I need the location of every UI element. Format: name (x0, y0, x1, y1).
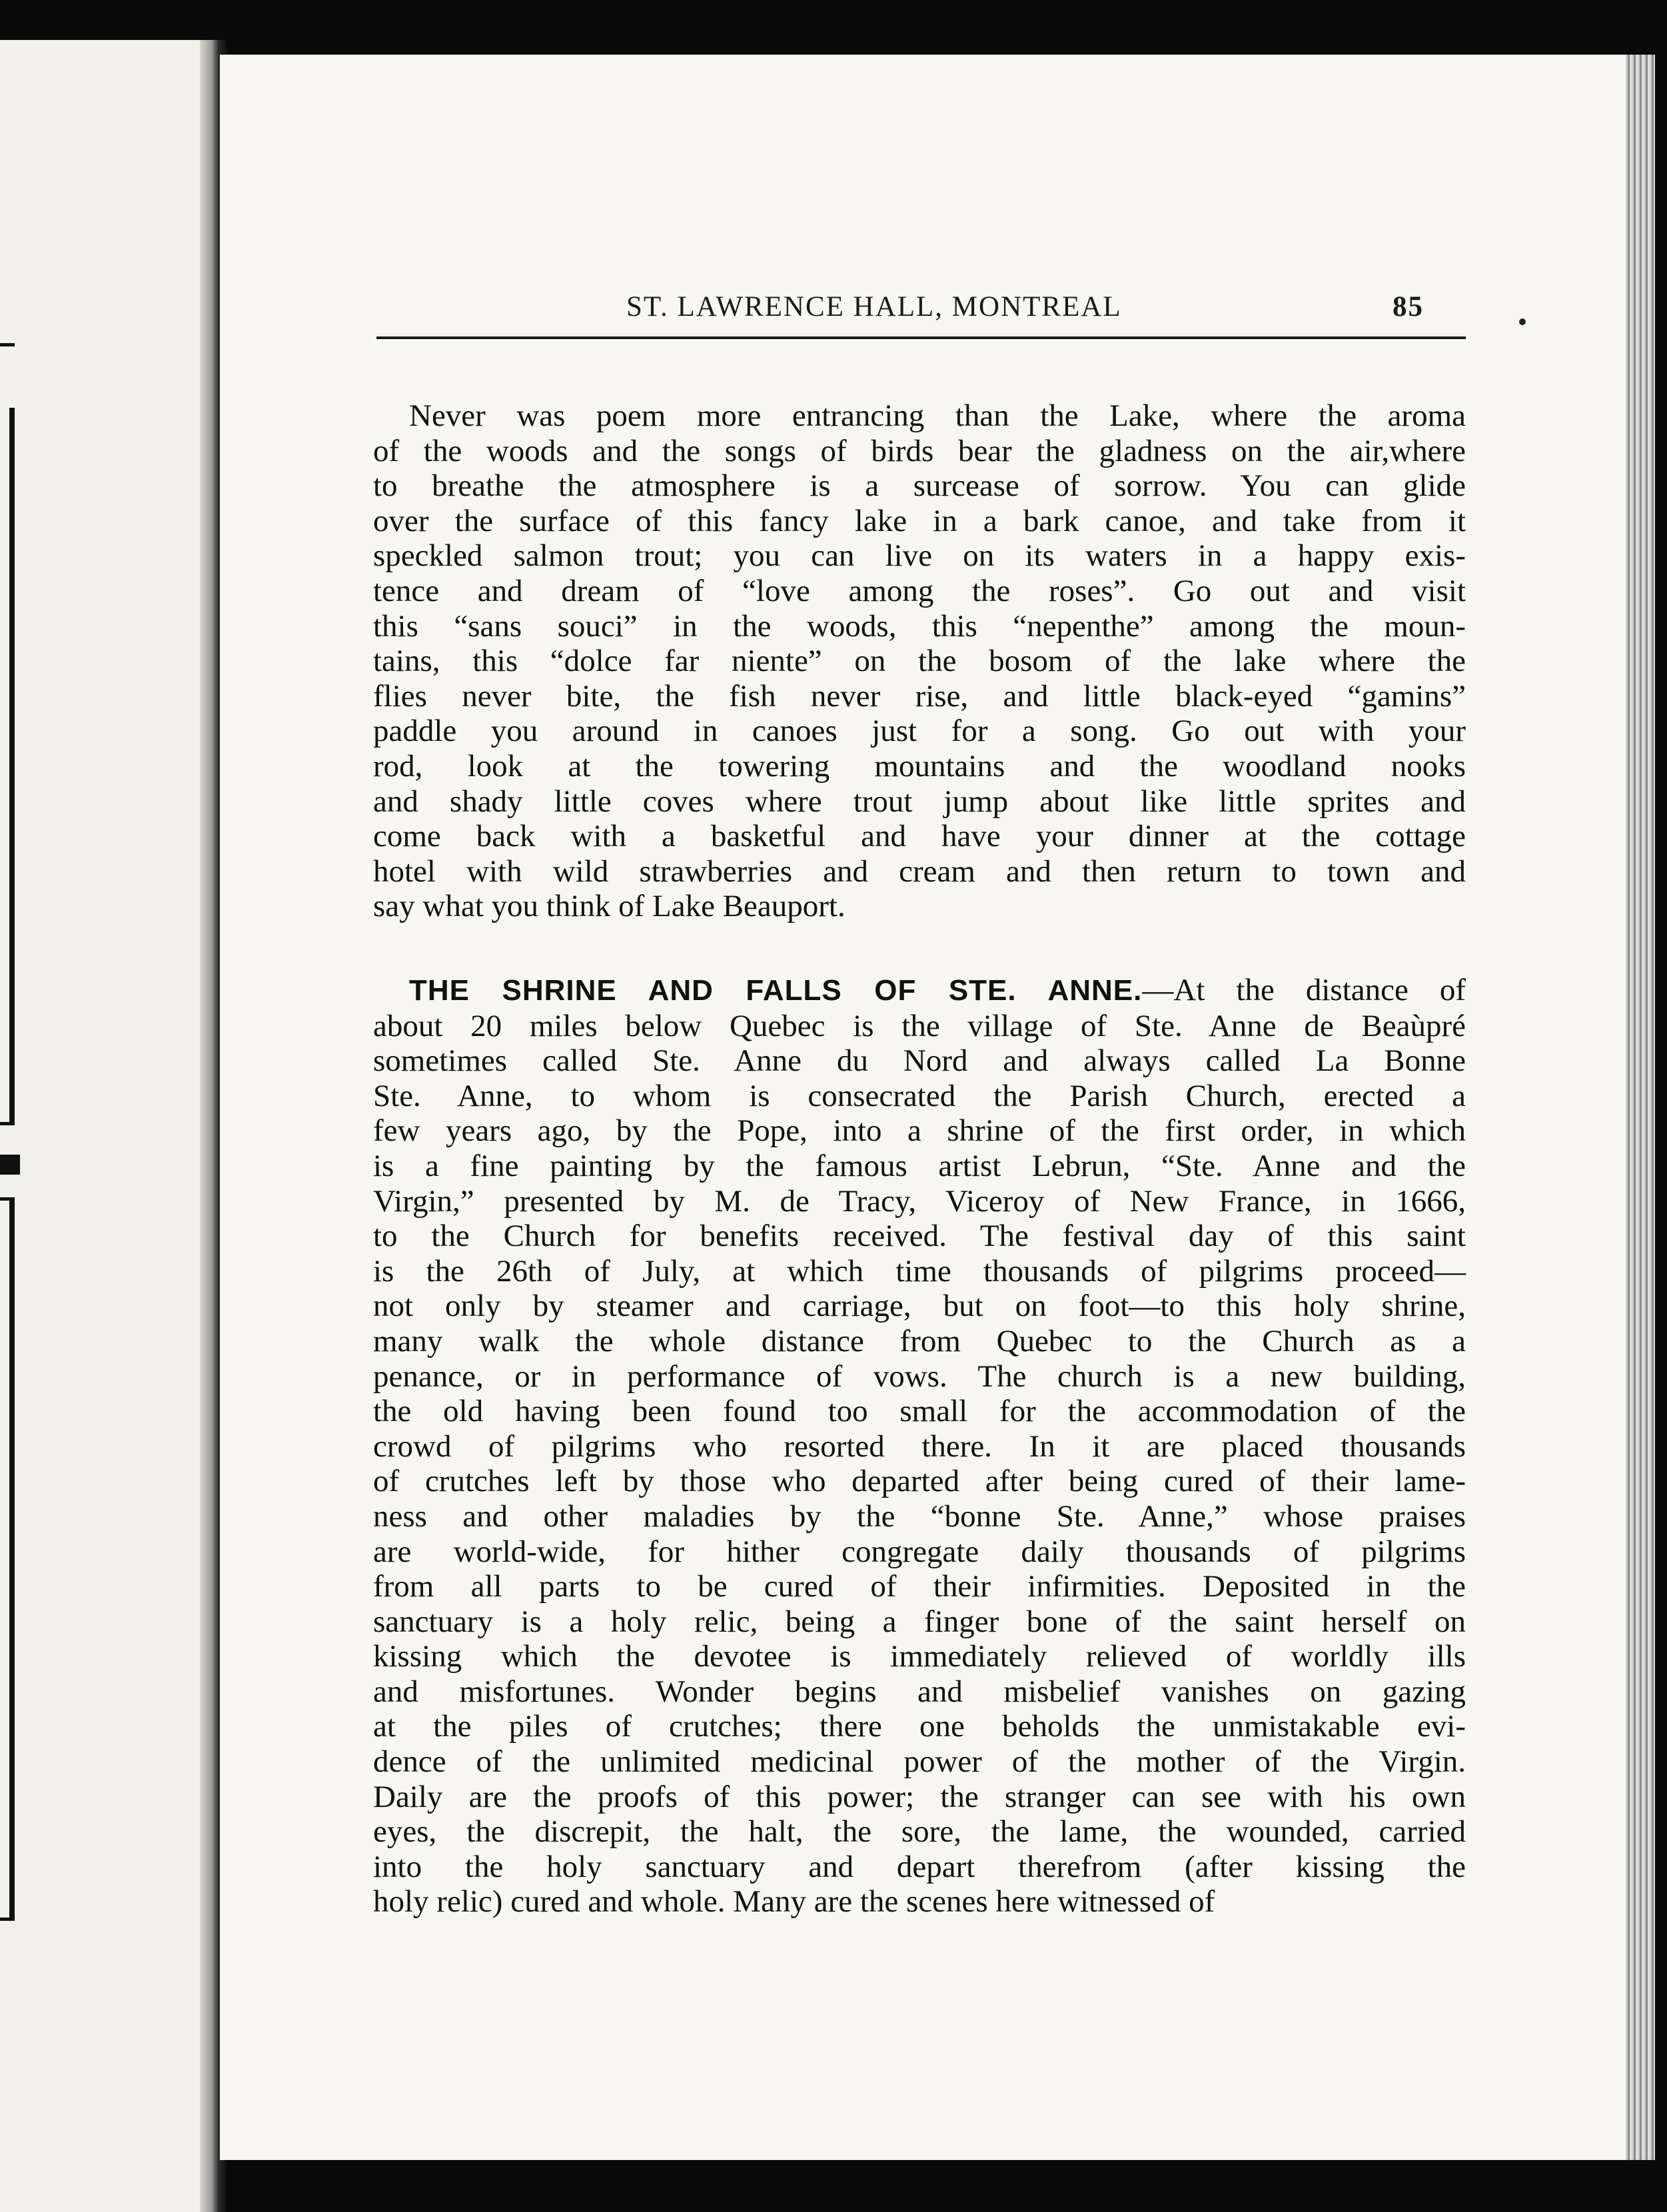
text-line: Never was poem more entrancing than the Lake, where the aroma (409, 398, 1466, 433)
header-rule (376, 336, 1466, 339)
text-line: penance, or in performance of vows. The church is a new building, (373, 1359, 1466, 1394)
text-line (373, 973, 1466, 1009)
text-line: rod, look at the towering mountains and the woodland nooks (373, 748, 1466, 784)
text-line: and misfortunes. Wonder begins and misbelief vanishes on gazing (373, 1674, 1466, 1709)
text-line: to the Church for benefits received. The festival day of this saint (373, 1219, 1466, 1254)
text-line: flies never bite, the fish never rise, and little black-eyed “gamins” (373, 678, 1466, 714)
left-page-marker (0, 1155, 20, 1175)
page-edge-stack (1626, 55, 1655, 2160)
paragraph-shrine-ste-anne (373, 973, 1466, 1920)
text-line: tence and dream of “love among the roses”. Go out and visit (373, 573, 1466, 608)
left-page-frame-2-bottom (0, 1918, 15, 1921)
text-line: is a fine painting by the famous artist Lebrun, “Ste. Anne and the (373, 1148, 1466, 1183)
text-line: many walk the whole distance from Quebec to the Church as a (373, 1323, 1466, 1359)
text-line: speckled salmon trout; you can live on its waters in a happy exis- (373, 538, 1466, 574)
text-line: tains, this “dolce far niente” on the bosom of the lake where the (373, 644, 1466, 679)
text-line: are world-wide, for hither congregate daily thousands of pilgrims (373, 1534, 1466, 1569)
text-line: from all parts to be cured of their infirmities. Deposited in the (373, 1569, 1466, 1604)
text-line: to breathe the atmosphere is a surcease of sorrow. You can glide (373, 468, 1466, 504)
text-line: holy relic) cured and whole. Many are the scenes here witnessed of (373, 1884, 1215, 1920)
paragraph-lake-beauport (373, 398, 1466, 924)
left-page-frame-1-bottom (0, 1122, 15, 1125)
text-line: come back with a basketful and have your dinner at the cottage (373, 819, 1466, 854)
text-line: crowd of pilgrims who resorted there. In it are placed thousands (373, 1428, 1466, 1464)
text-line: sanctuary is a holy relic, being a finger bone of the saint herself on (373, 1604, 1466, 1639)
text-line: kissing which the devotee is immediately relieved of worldly ills (373, 1639, 1466, 1674)
text-line: and shady little coves where trout jump about like little sprites and (373, 784, 1466, 819)
text-line: is the 26th of July, at which time thousands of pilgrims proceed— (373, 1253, 1466, 1289)
text-line: this “sans souci” in the woods, this “nepenthe” among the moun- (373, 608, 1466, 644)
text-line: eyes, the discrepit, the halt, the sore, the lame, the wounded, carried (373, 1814, 1466, 1850)
running-header (376, 285, 1442, 332)
text-line: Ste. Anne, to whom is consecrated the Parish Church, erected a (373, 1078, 1466, 1113)
text-line: say what you think of Lake Beauport. (373, 889, 845, 924)
running-title: ST. LAWRENCE HALL, MONTREAL (626, 291, 1122, 322)
text-line: over the surface of this fancy lake in a bark canoe, and take from it (373, 503, 1466, 538)
text-line: into the holy sanctuary and depart therefrom (after kissing the (373, 1849, 1466, 1884)
left-page-frame-1 (9, 408, 15, 1124)
left-page-fragment (0, 40, 212, 2212)
text-line: not only by steamer and carriage, but on foot—to this holy shrine, (373, 1289, 1466, 1324)
left-page-rule-1 (0, 343, 15, 346)
text-line: of the woods and the songs of birds bear the gladness on the air,where (373, 433, 1466, 468)
text-line: sometimes called Ste. Anne du Nord and always called La Bonne (373, 1043, 1466, 1079)
text-line: at the piles of crutches; there one beholds the unmistakable evi- (373, 1709, 1466, 1744)
text-line: Virgin,” presented by M. de Tracy, Viceroy of New France, in 1666, (373, 1183, 1466, 1219)
text-line: few years ago, by the Pope, into a shrine of the first order, in which (373, 1113, 1466, 1149)
text-line: the old having been found too small for the accommodation of the (373, 1394, 1466, 1429)
section-heading: THE SHRINE AND FALLS OF STE. ANNE. (409, 974, 1143, 1007)
text-line: about 20 miles below Quebec is the village of Ste. Anne de Beaùpré (373, 1008, 1466, 1043)
left-page-frame-2 (9, 1197, 15, 1920)
text-line: hotel with wild strawberries and cream and then return to town and (373, 853, 1466, 889)
text-line: dence of the unlimited medicinal power of the mother of the Virgin. (373, 1744, 1466, 1780)
text-line: ness and other maladies by the “bonne Ste. Anne,” whose praises (373, 1498, 1466, 1534)
text-line: Daily are the proofs of this power; the stranger can see with his own (373, 1779, 1466, 1814)
text-line: of crutches left by those who departed after being cured of their lame- (373, 1464, 1466, 1499)
page-number: 85 (1392, 291, 1424, 322)
scan-speck (1519, 318, 1526, 325)
text-line: paddle you around in canoes just for a song. Go out with your (373, 714, 1466, 749)
heading-line-rest: —At the distance of (1142, 973, 1466, 1007)
